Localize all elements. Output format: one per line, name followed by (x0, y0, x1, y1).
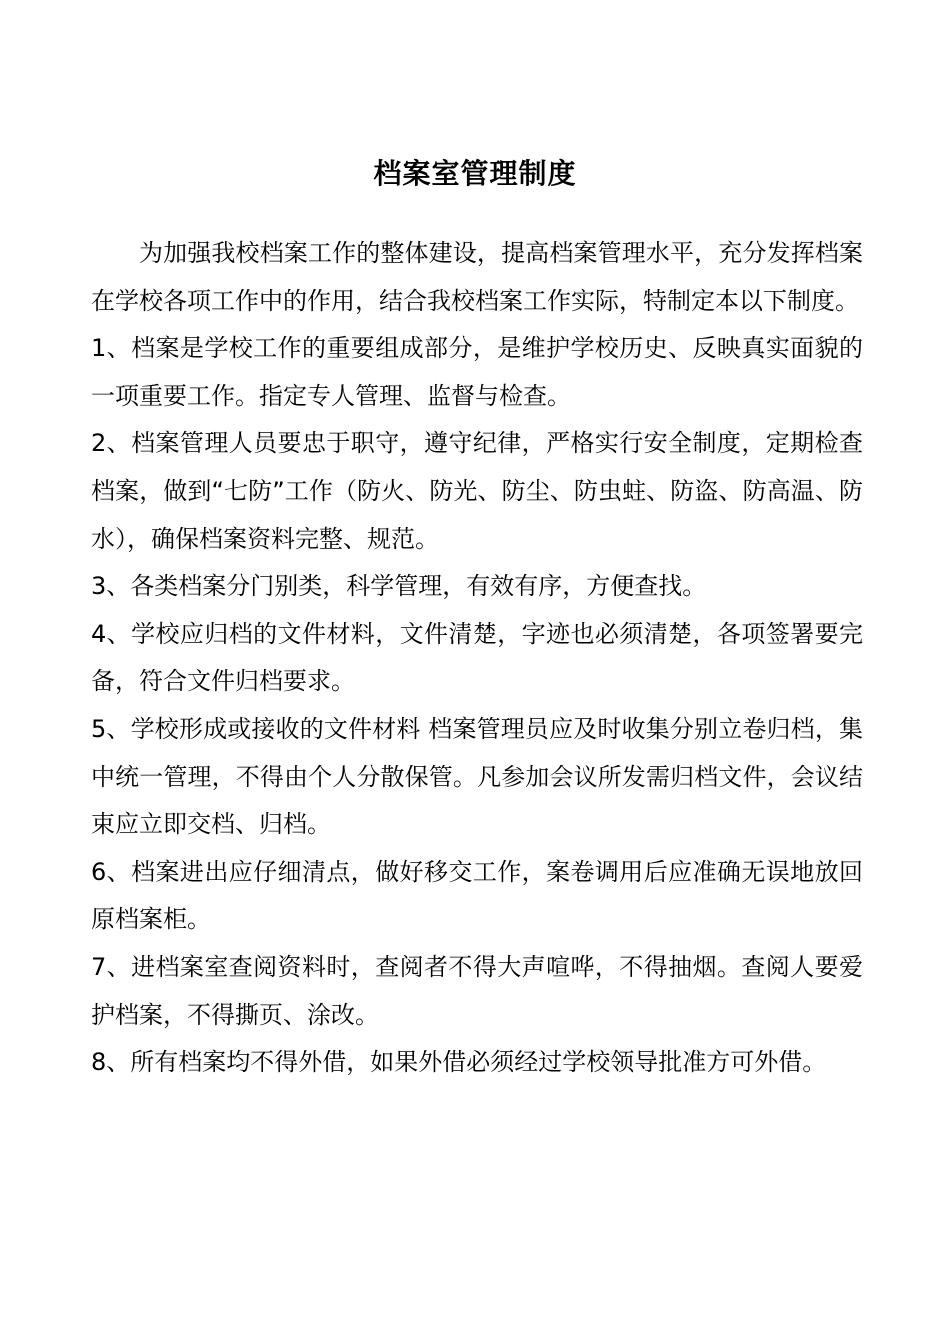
rule-item-8: 8、所有档案均不得外借，如果外借必须经过学校领导批准方可外借。 (91, 1048, 827, 1077)
document-title: 档案室管理制度 (373, 157, 577, 190)
rule-item-2: 2、档案管理人员要忠于职守，遵守纪律，严格实行安全制度，定期检查档案，做到“七防”工作（防火、防光、防尘、防虫蛀、防盗、防高温、防水），确保档案资料完整、规范。 (91, 429, 863, 553)
rule-item-7: 7、进档案室查阅资料时，查阅者不得大声喧哗，不得抽烟。查阅人要爱护档案，不得撕页、涂改。 (91, 952, 863, 1029)
rule-item-4: 4、学校应归档的文件材料，文件清楚，字迹也必须清楚，各项签署要完备，符合文件归档要求。 (91, 619, 863, 696)
intro-paragraph: 为加强我校档案工作的整体建设，提高档案管理水平，充分发挥档案在学校各项工作中的作用，结合我校档案工作实际，特制定本以下制度。 (91, 239, 863, 315)
rule-item-3: 3、各类档案分门别类，科学管理，有效有序，方便查找。 (91, 572, 707, 601)
rule-item-5: 5、学校形成或接收的文件材料 档案管理员应及时收集分别立卷归档，集中统一管理，不得由个人分散保管。凡参加会议所发需归档文件，会议结束应立即交档、归档。 (91, 714, 863, 839)
rule-item-1: 1、档案是学校工作的重要组成部分，是维护学校历史、反映真实面貌的一项重要工作。指定专人管理、监督与检查。 (91, 334, 863, 410)
rule-item-6: 6、档案进出应仔细清点，做好移交工作，案卷调用后应准确无误地放回原档案柜。 (91, 857, 863, 934)
document-body (91, 230, 863, 1087)
